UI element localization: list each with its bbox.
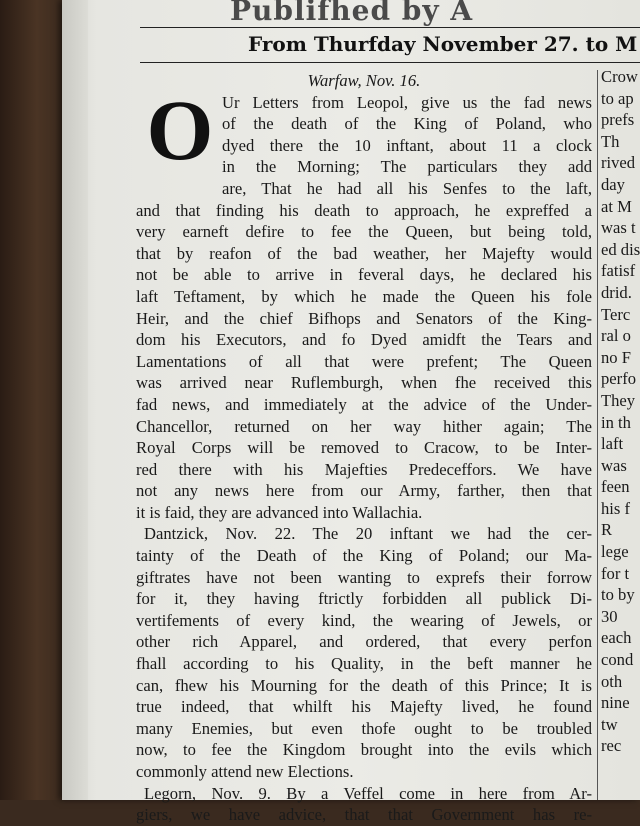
right-column-line: 30 — [601, 606, 618, 626]
article-line: of the death of the King of Poland, who — [222, 114, 592, 134]
right-column-line: lege — [601, 542, 629, 562]
issue-dateline: From Thurfday November 27. to M — [248, 32, 638, 56]
masthead-title: Publifhed by A — [230, 0, 474, 27]
article-line: true indeed, that whilft his Majefty lived, he found — [136, 697, 592, 717]
right-column-line: Th — [601, 131, 620, 151]
legorn-article — [136, 783, 592, 826]
article-line: can, fhew his Mourning for the death of this Prince; It is — [136, 675, 592, 695]
right-column-line: perfo — [601, 369, 637, 389]
masthead-rule-top — [140, 27, 640, 28]
right-column-line: for t — [601, 563, 630, 583]
article-line: dom his Executors, and fo Dyed amidft the Tears and — [136, 330, 592, 350]
right-column-line: nine — [601, 693, 630, 713]
right-column-line: oth — [601, 671, 623, 691]
article-line: tainty of the Death of the King of Poland; our Ma- — [136, 546, 592, 566]
article-line: not any news here from our Army, farther, then that — [136, 481, 592, 501]
right-column-line: was — [601, 455, 627, 475]
right-column-line: R — [601, 520, 613, 540]
right-column-line: tw — [601, 714, 618, 734]
right-column-line: ed dis — [601, 239, 640, 259]
drop-cap-initial: O — [146, 82, 214, 178]
article-line: that by reafon of the bad weather, her Majefty would — [136, 243, 592, 263]
article-line: not be able to arrive in feveral days, he declared his — [136, 265, 592, 285]
article-line: dyed there the 10 inftant, about 11 a clock — [222, 135, 592, 155]
article-line: it is faid, they are advanced into Wallachia. — [136, 502, 423, 522]
right-column-line: to by — [601, 585, 635, 605]
right-column-line: prefs — [601, 110, 635, 130]
article-line: Legorn, Nov. 9. By a Veffel come in here from Ar- — [144, 783, 592, 803]
right-column-cropped — [601, 66, 640, 757]
warsaw-dateline: Warfaw, Nov. 16. — [307, 71, 421, 90]
right-column-line: rec — [601, 736, 622, 756]
right-column-line: his f — [601, 498, 631, 518]
article-line: red there with his Majefties Predeceffors. We have — [136, 459, 592, 479]
article-line: giftrates have not been wanting to exprefs their forrow — [136, 567, 592, 587]
article-line: and that finding his death to approach, he expreffed a — [136, 200, 592, 220]
article-line: vertifements of every kind, the wearing of Jewels, or — [136, 610, 592, 630]
right-column-line: fatisf — [601, 261, 636, 281]
article-line: Ur Letters from Leopol, give us the fad news — [222, 92, 592, 112]
article-line: for it, they having ftrictly forbidden all publick Di- — [136, 589, 592, 609]
right-column-line: each — [601, 628, 632, 648]
warsaw-article — [136, 82, 592, 524]
right-column-line: laft — [601, 434, 624, 454]
article-line: very earneft defire to fee the Queen, but being told, — [136, 222, 592, 242]
article-line: commonly attend new Elections. — [136, 762, 354, 781]
article-line: Lamentations of all that were prefent; The Queen — [136, 351, 592, 371]
right-column-line: Terc — [601, 304, 631, 324]
article-line: fad news, and immediately at the advice of the Under- — [136, 394, 592, 414]
right-column-line: to ap — [601, 88, 634, 108]
right-column-line: cond — [601, 650, 634, 670]
masthead-rule-bottom — [140, 62, 640, 63]
article-line: was arrived near Ruflemburgh, when fhe received this — [136, 373, 592, 393]
article-line: in the Morning; The particulars they add — [222, 157, 592, 177]
article-line: giers, we have advice, that that Government has re- — [136, 805, 592, 825]
right-column-line: in th — [601, 412, 631, 432]
article-line: Heir, and the chief Bifhops and Senators of the King- — [136, 308, 592, 328]
right-column-line: was t — [601, 218, 636, 238]
article-line: laft Teftament, by which he made the Queen his fole — [136, 286, 592, 306]
article-line: now, to fee the Kingdom brought into the evils which — [136, 740, 592, 760]
right-column-line: feen — [601, 477, 630, 497]
column-divider — [597, 70, 598, 800]
dantzick-article — [136, 523, 592, 782]
right-column-line: ral o — [601, 326, 631, 346]
right-column-line: They — [601, 390, 636, 410]
main-column — [136, 70, 592, 826]
article-line: many Enemies, but even thofe ought to be troubled — [136, 718, 592, 738]
right-column-line: day — [601, 174, 625, 194]
paper-torn-edge — [62, 0, 88, 800]
article-line: Royal Corps will be removed to Cracow, to be Inter- — [136, 438, 592, 458]
article-line: Dantzick, Nov. 22. The 20 inftant we had the cer- — [144, 524, 592, 544]
right-column-line: no F — [601, 347, 631, 367]
article-line: are, That he had all his Senfes to the laft, — [222, 178, 592, 198]
right-column-line: Crow — [601, 67, 638, 86]
right-column-line: rived — [601, 153, 636, 173]
article-line: fhall according to his Quality, in the beft manner he — [136, 654, 592, 674]
right-column-line: drid. — [601, 282, 632, 302]
article-line: Chancellor, returned on her way hither again; The — [136, 416, 592, 436]
right-column-line: at M — [601, 196, 632, 216]
article-line: other rich Apparel, and ordered, that every perfon — [136, 632, 592, 652]
